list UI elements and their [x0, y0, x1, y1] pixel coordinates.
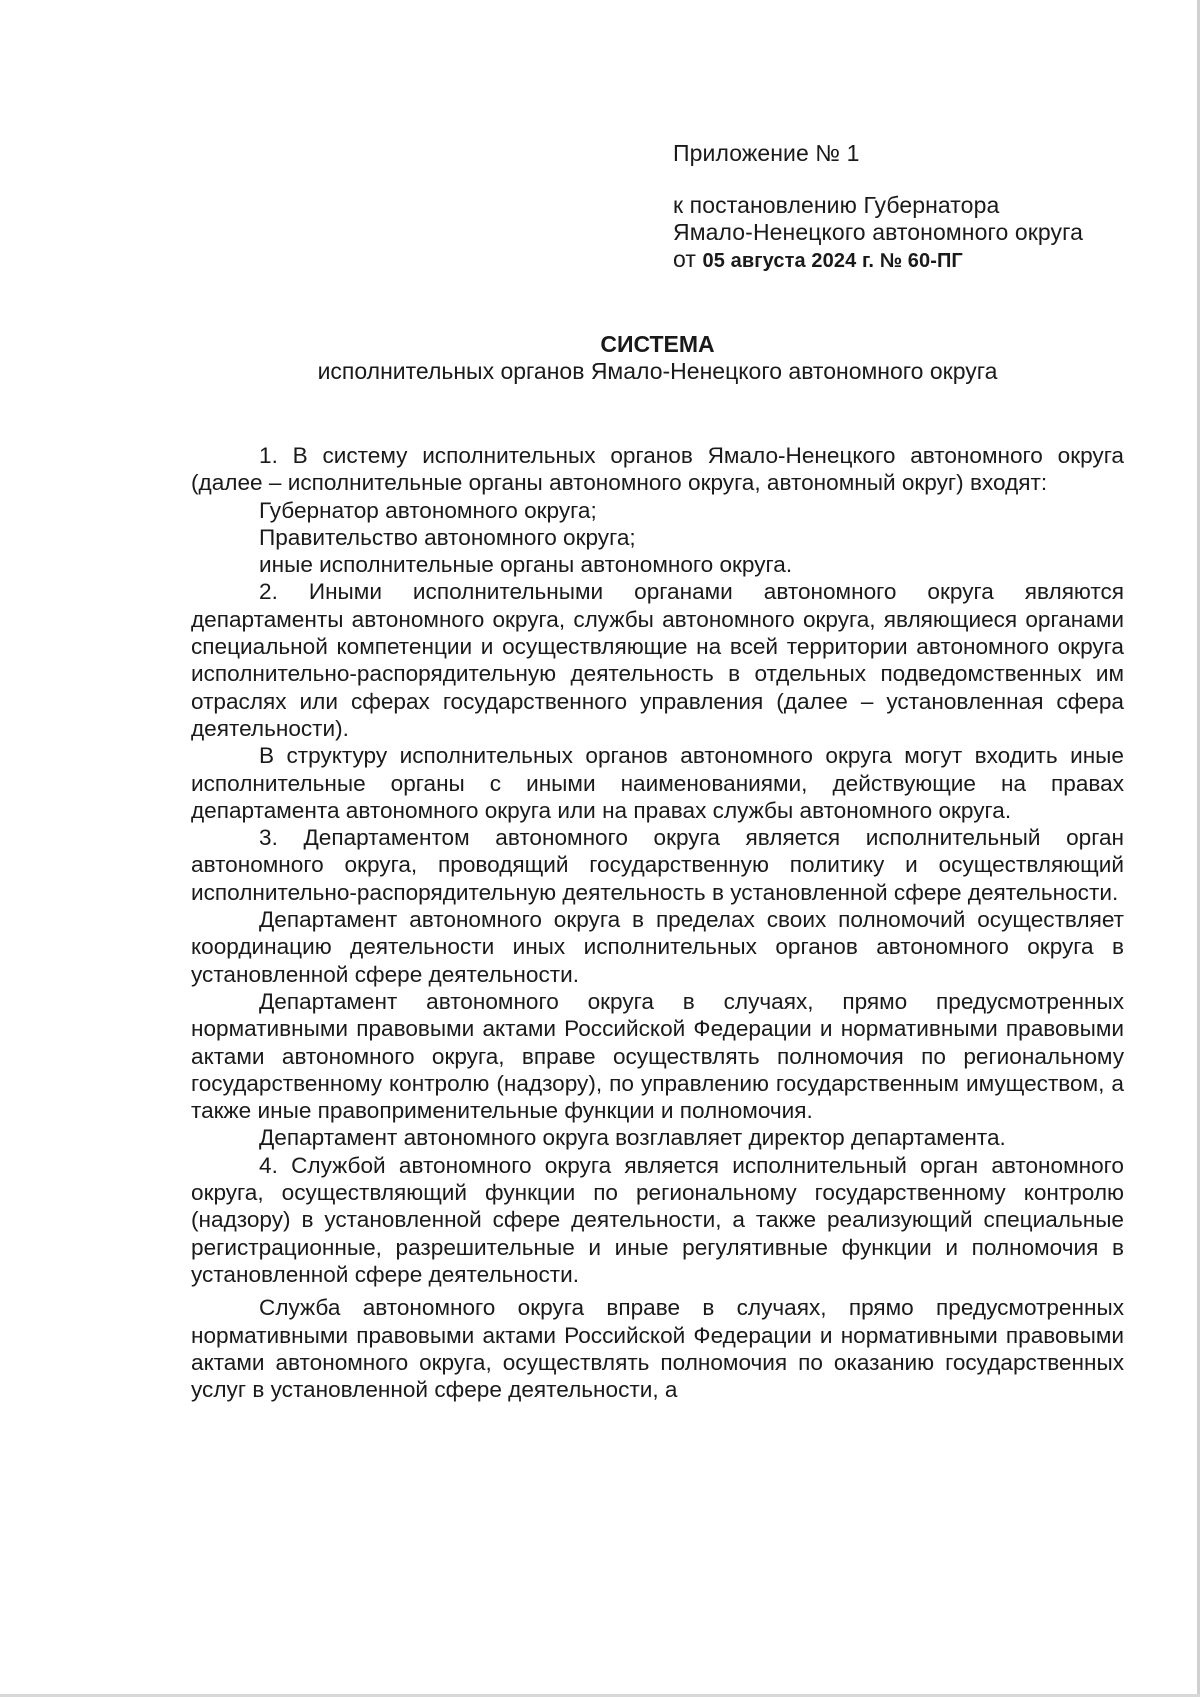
appendix-date-value: 05 августа 2024 г. № 60-ПГ	[702, 250, 963, 272]
appendix-line-1: к постановлению Губернатора	[673, 192, 1000, 218]
paragraph-department-director: Департамент автономного округа возглавляет директор департамента.	[259, 1125, 1006, 1151]
paragraph-structure: В структуру исполнительных органов автономного округа могут входить иные исполнительные органы с иными наименованиями, действующие на правах департамента автономного округа или на правах службы автономного округа.	[191, 743, 1124, 823]
appendix-header	[673, 140, 1143, 275]
appendix-date-prefix: от	[673, 246, 697, 272]
title-main: СИСТЕМА	[600, 331, 715, 357]
appendix-number: Приложение № 1	[673, 140, 860, 166]
paragraph-3: 3. Департаментом автономного округа является исполнительный орган автономного округа, проводящий государственную политику и осуществляющий исполнительно-распорядительную деятельность в установленной сфере деятельности.	[191, 825, 1124, 905]
paragraph-department-coordination: Департамент автономного округа в пределах своих полномочий осуществляет координацию деятельности иных исполнительных органов автономного округа в установленной сфере деятельности.	[191, 907, 1124, 987]
document-body	[191, 442, 1124, 1403]
title-subtitle: исполнительных органов Ямало-Ненецкого автономного округа	[317, 358, 998, 384]
paragraph-2: 2. Иными исполнительными органами автономного округа являются департаменты автономного округа, службы автономного округа, являющиеся органами специальной компетенции и осуществляющие на всей территории автономного округа исполнительно-распорядительную деятельность в отдельных подведомственных им отраслях или сферах государственного управления (далее – установленная сфера деятельности).	[191, 579, 1124, 741]
paragraph-department-powers: Департамент автономного округа в случаях, прямо предусмотренных нормативными правовыми актами Российской Федерации и нормативными правовыми актами автономного округа, вправе осуществлять полномочия по региональному государственному контролю (надзору), по управлению государственным имуществом, а также иные правоприменительные функции и полномочия.	[191, 988, 1124, 1124]
paragraph-service-powers: Служба автономного округа вправе в случаях, прямо предусмотренных нормативными правовыми актами Российской Федерации и нормативными правовыми актами автономного округа, осуществлять полномочия по оказанию государственных услуг в установленной сфере деятельности, а	[191, 1295, 1124, 1403]
paragraph-4: 4. Службой автономного округа является исполнительный орган автономного округа, осуществляющий функции по региональному государственному контролю (надзору) в установленной сфере деятельности, а также реализующий специальные регистрационные, разрешительные и иные регулятивные функции и полномочия в установленной сфере деятельности.	[191, 1152, 1124, 1287]
paragraph-1: 1. В систему исполнительных органов Ямало-Ненецкого автономного округа (далее – исполнительные органы автономного округа, автономный округ) входят:	[191, 443, 1124, 496]
list-item-government: Правительство автономного округа;	[259, 524, 636, 550]
list-item-governor: Губернатор автономного округа;	[259, 497, 597, 523]
document-title	[190, 331, 1125, 385]
list-item-other-organs: иные исполнительные органы автономного округа.	[259, 552, 793, 578]
appendix-line-2: Ямало-Ненецкого автономного округа	[673, 219, 1083, 245]
appendix-date-line	[673, 246, 1143, 275]
